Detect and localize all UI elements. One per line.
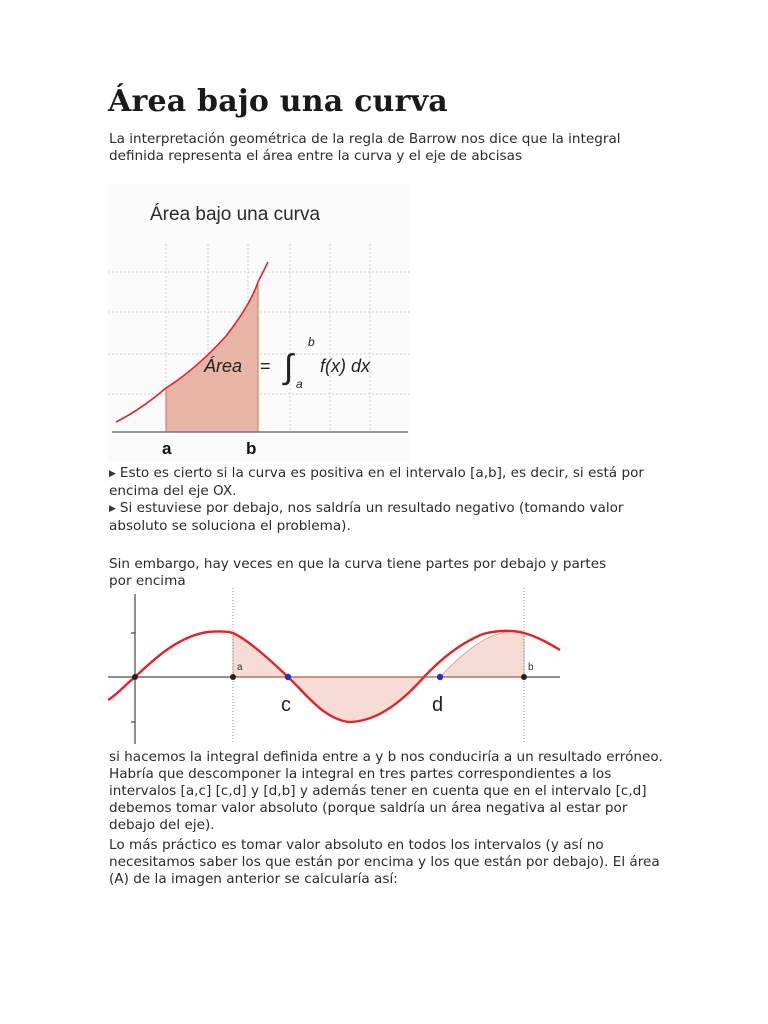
paragraph-practico: Lo más práctico es tomar valor absoluto en todos los intervalos (y así no necesitamos saber los que están por encima y los que están por debajo). El área (A) de la imagen anterior se calcularía así: xyxy=(109,837,660,887)
figure1-heading: Área bajo una curva xyxy=(150,204,321,225)
integrand: f(x) dx xyxy=(320,356,371,376)
point-b xyxy=(521,674,527,680)
triangle-bullet-icon: ▶ xyxy=(109,504,116,514)
paragraph-integral: si hacemos la integral definida entre a y b nos conduciría a un resultado erróneo. Habría que descomponer la integral en tres partes correspondientes a los intervalos [a,c] [c,d] y [d,b] y además tener en cuenta que en el intervalo [c,d] debemos tomar valor absoluto (porque saldría un área negativa al estar por debajo del eje). xyxy=(109,749,663,833)
formula-lhs: Área xyxy=(204,356,243,376)
label-c: c xyxy=(281,694,291,716)
point-origin xyxy=(132,674,138,680)
paragraph-sin-embargo: Sin embargo, hay veces en que la curva tiene partes por debajo y partes por encima xyxy=(109,556,607,589)
page-title: Área bajo una curva xyxy=(108,84,448,119)
bullet-text: Esto es cierto si la curva es positiva en el intervalo [a,b], es decir, si está por encima del eje OX. xyxy=(109,465,644,499)
formula-equals: = xyxy=(260,356,271,376)
triangle-bullet-icon: ▶ xyxy=(109,469,116,479)
integral-sign: ∫ xyxy=(284,348,294,386)
point-c xyxy=(285,674,291,680)
bullet-item xyxy=(109,465,649,500)
bullet-item xyxy=(109,500,649,535)
label-d: d xyxy=(432,694,444,716)
integral-upper-limit: b xyxy=(308,335,315,349)
shaded-region-d-b xyxy=(440,632,524,677)
point-a xyxy=(230,674,236,680)
bullet-text: Si estuviese por debajo, nos saldría un resultado negativo (tomando valor absoluto se soluciona el problema). xyxy=(109,500,624,534)
point-d xyxy=(437,674,443,680)
label-b: b xyxy=(528,662,534,673)
shaded-region-c-d xyxy=(288,677,424,722)
label-a: a xyxy=(162,439,172,458)
bullet-list xyxy=(109,465,649,535)
integral-lower-limit: a xyxy=(296,377,303,391)
label-a: a xyxy=(237,662,243,673)
area-under-curve-figure xyxy=(108,184,410,462)
sine-area-figure xyxy=(108,588,562,744)
label-b: b xyxy=(246,439,257,458)
intro-paragraph: La interpretación geométrica de la regla de Barrow nos dice que la integral definida representa el área entre la curva y el eje de abcisas xyxy=(109,131,621,164)
